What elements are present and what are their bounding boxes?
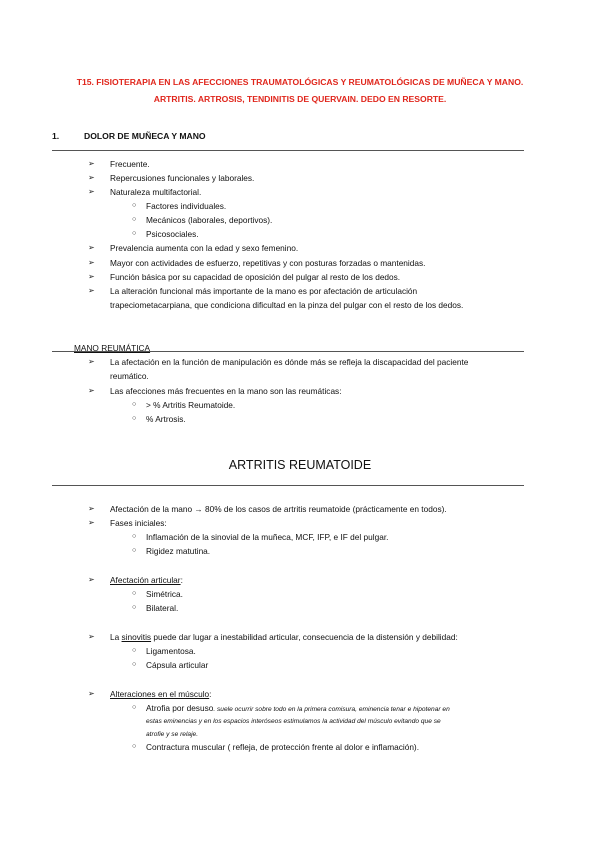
- circle-bullet-icon: ○: [132, 647, 137, 654]
- list-item: ○ % Artrosis.: [146, 412, 186, 427]
- arrow-bullet-icon: ➢: [88, 173, 95, 182]
- circle-bullet-icon: ○: [132, 415, 137, 422]
- circle-bullet-icon: ○: [132, 230, 137, 237]
- section-divider: [52, 150, 524, 151]
- arrow-bullet-icon: ➢: [88, 575, 95, 584]
- artritis-heading: ARTRITIS REUMATOIDE: [228, 458, 372, 472]
- list-item: ➢ Naturaleza multifactorial.: [110, 185, 201, 200]
- section-heading-dolor: [52, 131, 206, 141]
- list-item: ○ Psicosociales.: [146, 227, 199, 242]
- list-item: ○ Ligamentosa.: [146, 644, 196, 659]
- circle-bullet-icon: ○: [132, 202, 137, 209]
- atrofia-note: estas eminencias y en los espacios interóseos estimulamos la actividad del músculo evitando que se: [146, 718, 441, 725]
- circle-bullet-icon: ○: [132, 216, 137, 223]
- sinovitis-term: sinovitis: [121, 632, 152, 642]
- section-divider: [52, 351, 524, 352]
- list-item: ○ Inflamación de la sinovial de la muñeca, MCF, IFP, e IF del pulgar.: [146, 530, 388, 545]
- list-item-continuation: trapeciometacarpiana, que condiciona dificultad en la pinza del pulgar con el resto de los dedos.: [110, 300, 464, 310]
- list-item: ○ Cápsula articular: [146, 658, 208, 673]
- arrow-bullet-icon: ➢: [88, 518, 95, 527]
- arrow-bullet-icon: ➢: [88, 689, 95, 698]
- list-item: ○ Simétrica.: [146, 587, 183, 602]
- list-item: ➢ Afectación articular:: [110, 573, 183, 588]
- list-item: ○ Rigidez matutina.: [146, 544, 210, 559]
- list-item: ○ Factores individuales.: [146, 199, 226, 214]
- afectacion-articular-label: Afectación articular: [110, 575, 181, 585]
- arrow-bullet-icon: ➢: [88, 258, 95, 267]
- list-item: ➢ Repercusiones funcionales y laborales.: [110, 171, 254, 186]
- arrow-bullet-icon: ➢: [88, 187, 95, 196]
- list-item: ➢ Afectación de la mano → 80% de los casos de artritis reumatoide (prácticamente en todos).: [110, 502, 447, 517]
- title-line-2: ARTRITIS. ARTROSIS, TENDINITIS DE QUERVAIN. DEDO EN RESORTE.: [153, 94, 447, 104]
- circle-bullet-icon: ○: [132, 533, 137, 540]
- list-item: ➢ La alteración funcional más importante de la mano es por afectación de articulación: [110, 284, 417, 299]
- list-item: ➢ Las afecciones más frecuentes en la mano son las reumáticas:: [110, 384, 342, 399]
- arrow-bullet-icon: ➢: [88, 286, 95, 295]
- list-item: ➢ Función básica por su capacidad de oposición del pulgar al resto de los dedos.: [110, 270, 400, 285]
- list-item: ➢ La afectación en la función de manipulación es dónde más se refleja la discapacidad del paciente: [110, 355, 468, 370]
- arrow-bullet-icon: ➢: [88, 386, 95, 395]
- mano-reumatica-heading: MANO REUMÁTICA: [74, 343, 151, 353]
- list-item: ○ Contractura muscular ( refleja, de protección frente al dolor e inflamación).: [146, 740, 419, 755]
- arrow-bullet-icon: ➢: [88, 504, 95, 513]
- title-line-1: T15. FISIOTERAPIA EN LAS AFECCIONES TRAUMATOLÓGICAS Y REUMATOLÓGICAS DE MUÑECA Y MANO.: [76, 77, 524, 87]
- circle-bullet-icon: ○: [132, 743, 137, 750]
- circle-bullet-icon: ○: [132, 704, 137, 711]
- circle-bullet-icon: ○: [132, 590, 137, 597]
- musculo-heading: Alteraciones en el músculo: [110, 689, 210, 699]
- list-item: ➢ Frecuente.: [110, 157, 150, 172]
- circle-bullet-icon: ○: [132, 604, 137, 611]
- list-item: ➢ Alteraciones en el músculo:: [110, 687, 211, 702]
- arrow-bullet-icon: ➢: [88, 632, 95, 641]
- atrofia-note: atrofie y se relaje.: [146, 731, 199, 738]
- arrow-bullet-icon: ➢: [88, 243, 95, 252]
- list-item: ➢ Mayor con actividades de esfuerzo, repetitivas y con posturas forzadas o mantenidas.: [110, 256, 425, 271]
- list-item: ○ > % Artritis Reumatoide.: [146, 398, 235, 413]
- circle-bullet-icon: ○: [132, 401, 137, 408]
- list-item: ➢ Prevalencia aumenta con la edad y sexo femenino.: [110, 241, 298, 256]
- list-item: ○ Mecánicos (laborales, deportivos).: [146, 213, 272, 228]
- arrow-bullet-icon: ➢: [88, 159, 95, 168]
- section-number: 1.: [52, 131, 60, 141]
- document-title: [60, 74, 540, 108]
- section-title: DOLOR DE MUÑECA Y MANO: [84, 131, 206, 141]
- list-item: ➢ La sinovitis puede dar lugar a inestabilidad articular, consecuencia de la distensión y debilidad:: [110, 630, 458, 645]
- arrow-bullet-icon: ➢: [88, 357, 95, 366]
- section-divider: [52, 485, 524, 486]
- arrow-bullet-icon: ➢: [88, 272, 95, 281]
- circle-bullet-icon: ○: [132, 547, 137, 554]
- list-item-continuation: reumático.: [110, 371, 149, 381]
- list-item: ➢ Fases iniciales:: [110, 516, 167, 531]
- circle-bullet-icon: ○: [132, 661, 137, 668]
- list-item: ○ Atrofia por desuso. suele ocurrir sobre todo en la primera comisura, eminencia tenar e hipotenar en: [146, 701, 450, 718]
- list-item: ○ Bilateral.: [146, 601, 178, 616]
